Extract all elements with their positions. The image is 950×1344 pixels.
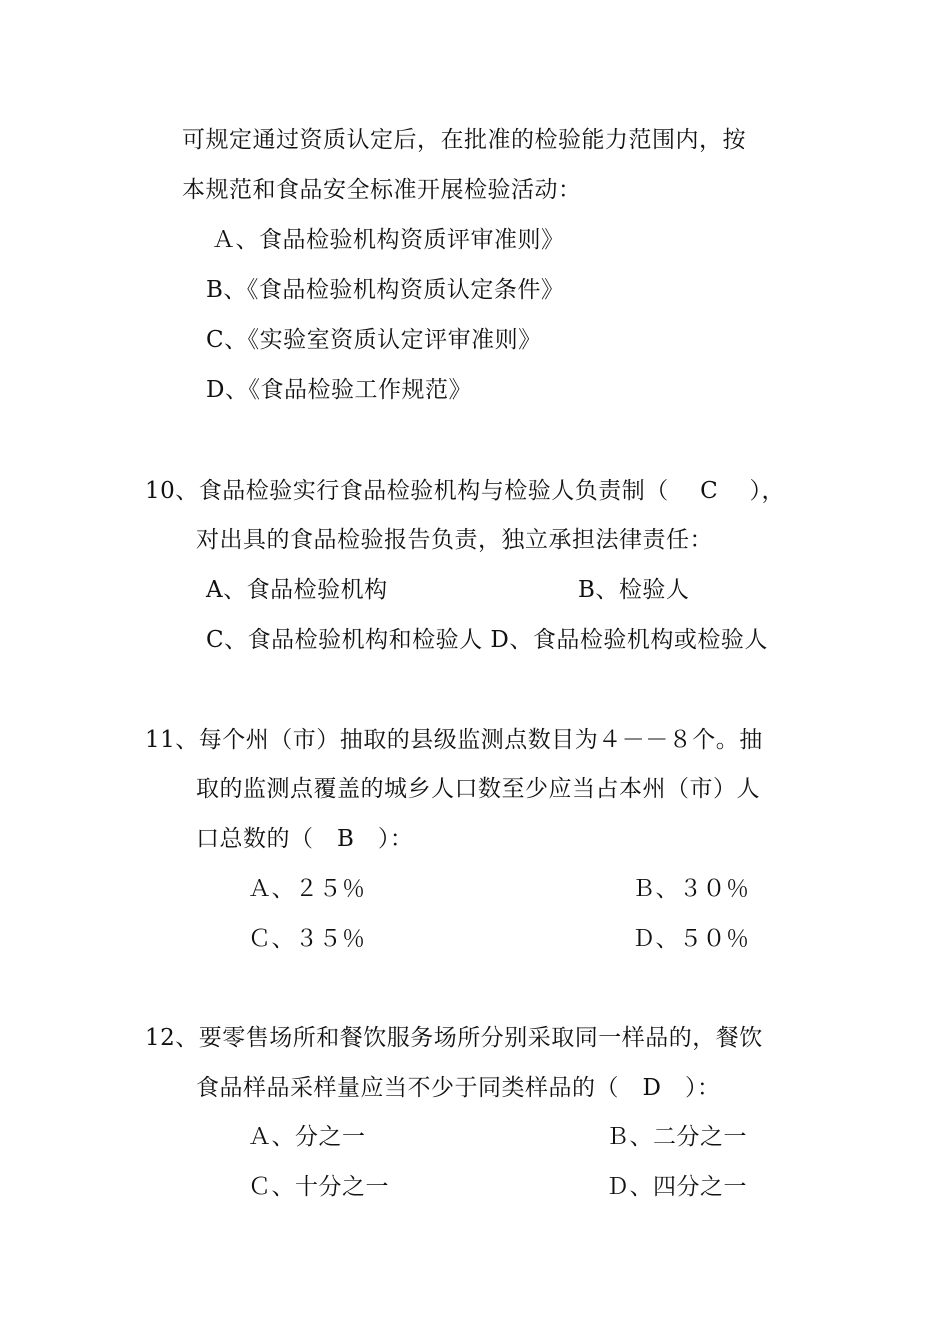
q11-option-b: Ｂ、３０％ bbox=[632, 876, 750, 902]
q9-text-line-1: 可规定通过资质认定后，在批准的检验能力范围内，按 bbox=[182, 127, 746, 153]
q9-option-a: Ａ、食品检验机构资质评审准则》 bbox=[212, 227, 565, 253]
q9-option-d: D、《食品检验工作规范》 bbox=[206, 377, 472, 403]
q12-option-b: Ｂ、二分之一 bbox=[606, 1124, 747, 1150]
q9-option-c: C、《实验室资质认定评审准则》 bbox=[206, 327, 542, 353]
q11-option-a: Ａ、２５％ bbox=[248, 876, 366, 902]
q10-option-a: A、食品检验机构 bbox=[206, 577, 388, 603]
q12-option-a: Ａ、分之一 bbox=[248, 1124, 366, 1150]
q9-text-line-2: 本规范和食品安全标准开展检验活动： bbox=[182, 177, 582, 203]
q12-text-line-1: 12、要零售场所和餐饮服务场所分别采取同一样品的，餐饮 bbox=[145, 1025, 763, 1051]
q12-text-line-2: 食品样品采样量应当不少于同类样品的（ D ）： bbox=[196, 1075, 721, 1101]
q10-text-line-1: 10、食品检验实行食品检验机构与检验人负责制（ C ）， bbox=[145, 478, 785, 504]
q11-text-line-3: 口总数的（ B ）： bbox=[196, 826, 414, 852]
q10-option-c-d: C、食品检验机构和检验人 D、食品检验机构或检验人 bbox=[206, 627, 768, 653]
q11-text-line-1: 11、每个州（市）抽取的县级监测点数目为４－－８个。抽 bbox=[145, 727, 763, 753]
q10-option-b: B、检验人 bbox=[578, 577, 690, 603]
q11-option-c: Ｃ、３５％ bbox=[248, 926, 366, 952]
q10-text-line-2: 对出具的食品检验报告负责，独立承担法律责任： bbox=[196, 527, 713, 553]
q12-option-c: Ｃ、十分之一 bbox=[248, 1174, 389, 1200]
q9-option-b: B、《食品检验机构资质认定条件》 bbox=[206, 277, 565, 303]
q11-text-line-2: 取的监测点覆盖的城乡人口数至少应当占本州（市）人 bbox=[196, 776, 760, 802]
q11-option-d: Ｄ、５０％ bbox=[632, 926, 750, 952]
q12-option-d: Ｄ、四分之一 bbox=[606, 1174, 747, 1200]
